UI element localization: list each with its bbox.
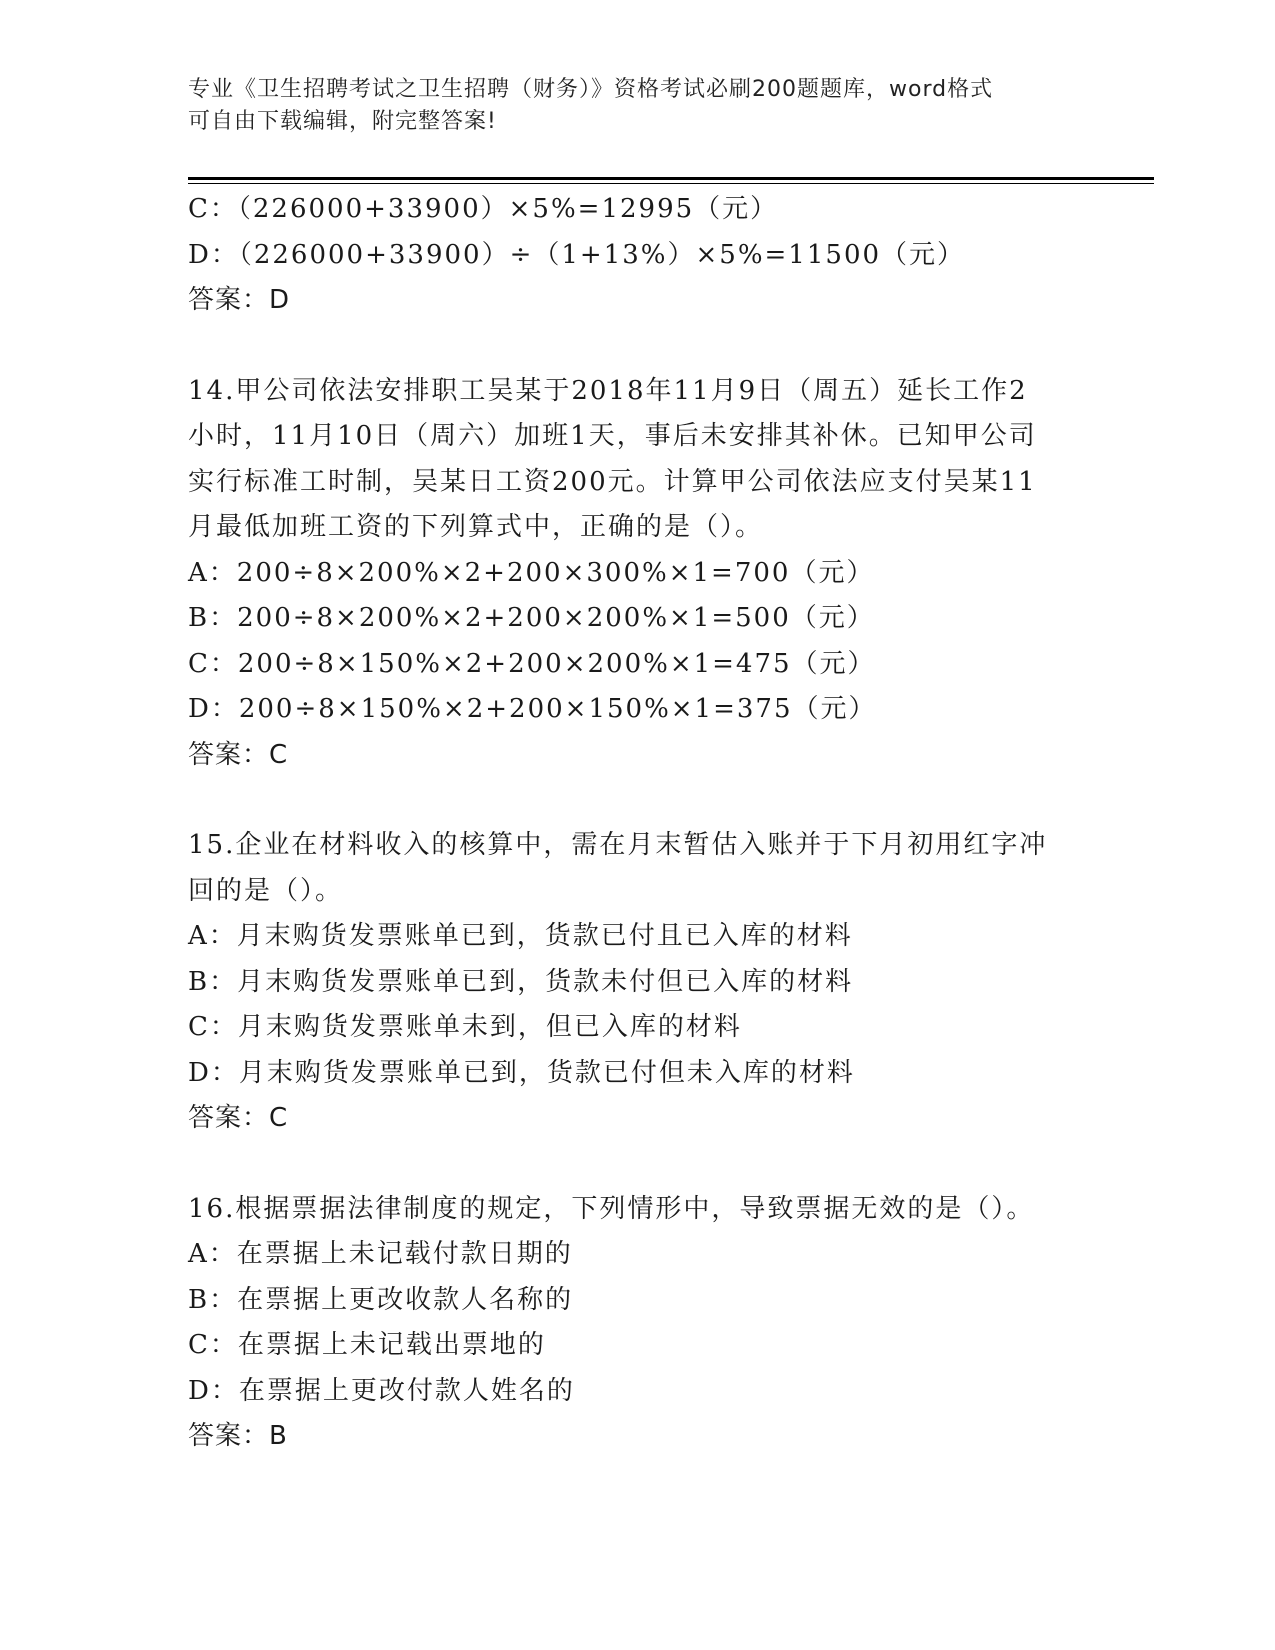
option-a: A：月末购货发票账单已到，货款已付且已入库的材料 (188, 921, 853, 951)
question-13-tail (188, 187, 1088, 324)
question-16 (188, 1187, 1088, 1460)
option-c: C：在票据上未记载出票地的 (188, 1330, 546, 1360)
question-content (188, 187, 1088, 1460)
option-b: B：月末购货发票账单已到，货款未付但已入库的材料 (188, 966, 854, 997)
answer-line: 答案：C (188, 1103, 289, 1133)
question-text-line: 14.甲公司依法安排职工吴某于2018年11月9日（周五）延长工作2 (188, 375, 1028, 406)
header-title-line-2: 可自由下载编辑，附完整答案! (188, 109, 497, 134)
option-d: D：在票据上更改付款人姓名的 (188, 1375, 575, 1406)
question-15 (188, 823, 1088, 1142)
answer-line: 答案：D (188, 285, 291, 315)
option-c: C：200÷8×150%×2+200×200%×1=475（元） (188, 648, 876, 679)
option-c: C：（226000+33900）×5%=12995（元） (188, 194, 779, 224)
answer-line: 答案：B (188, 1421, 288, 1451)
option-a: A：200÷8×200%×2+200×300%×1=700（元） (188, 557, 875, 588)
spacer (188, 1142, 1088, 1187)
option-d: D：（226000+33900）÷（1+13%）×5%=11500（元） (188, 239, 966, 270)
header-divider-thin (188, 183, 1154, 184)
option-c: C：月末购货发票账单未到，但已入库的材料 (188, 1012, 742, 1042)
option-b: B：在票据上更改收款人名称的 (188, 1284, 574, 1315)
question-text-line: 实行标准工时制，吴某日工资200元。计算甲公司依法应支付吴某11 (188, 466, 1037, 497)
page-header (188, 74, 1088, 138)
question-text-line: 回的是（）。 (188, 875, 344, 906)
option-d: D：200÷8×150%×2+200×150%×1=375（元） (188, 694, 877, 724)
option-d: D：月末购货发票账单已到，货款已付但未入库的材料 (188, 1057, 855, 1088)
option-b: B：200÷8×200%×2+200×200%×1=500（元） (188, 603, 875, 633)
question-text-line: 小时，11月10日（周六）加班1天，事后未安排其补休。已知甲公司 (188, 421, 1037, 451)
question-14 (188, 369, 1088, 779)
header-divider-thick (188, 177, 1154, 180)
question-text-line: 15.企业在材料收入的核算中，需在月末暂估入账并于下月初用红字冲 (188, 830, 1048, 860)
question-text-line: 16.根据票据法律制度的规定，下列情形中，导致票据无效的是（）。 (188, 1193, 1035, 1224)
spacer (188, 778, 1088, 823)
option-a: A：在票据上未记载付款日期的 (188, 1239, 573, 1269)
header-title-line-1: 专业《卫生招聘考试之卫生招聘（财务）》资格考试必刷200题题库，word格式 (188, 77, 994, 102)
answer-line: 答案：C (188, 739, 289, 770)
question-text-line: 月最低加班工资的下列算式中，正确的是（）。 (188, 512, 764, 542)
spacer (188, 324, 1088, 369)
